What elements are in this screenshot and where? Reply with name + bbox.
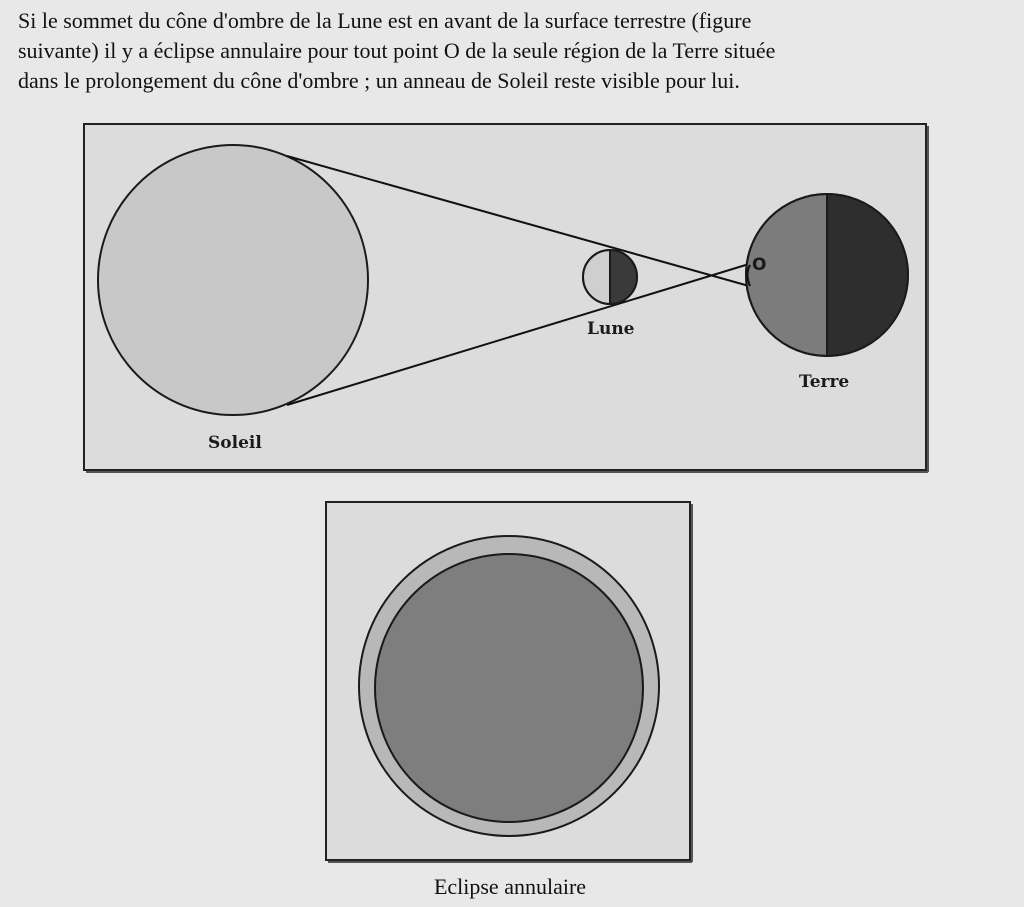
eclipse-geometry-diagram (82, 122, 930, 474)
annular-eclipse-view (324, 500, 694, 866)
moon-silhouette (375, 554, 643, 822)
eclipse-caption: Eclipse annulaire (433, 874, 587, 899)
earth-label: Terre (799, 372, 850, 392)
sun-label: Soleil (208, 433, 262, 453)
moon-label: Lune (587, 319, 635, 339)
intro-paragraph (18, 6, 1008, 96)
intro-line-2: suivante) il y a éclipse annulaire pour tout point O de la seule région de la Terre située (18, 38, 776, 63)
sun-disc (98, 145, 368, 415)
observer-label: O (752, 255, 767, 275)
intro-line-3: dans le prolongement du cône d'ombre ; un anneau de Soleil reste visible pour lui. (18, 68, 740, 93)
intro-line-1: Si le sommet du cône d'ombre de la Lune est en avant de la surface terrestre (figure (18, 8, 752, 33)
